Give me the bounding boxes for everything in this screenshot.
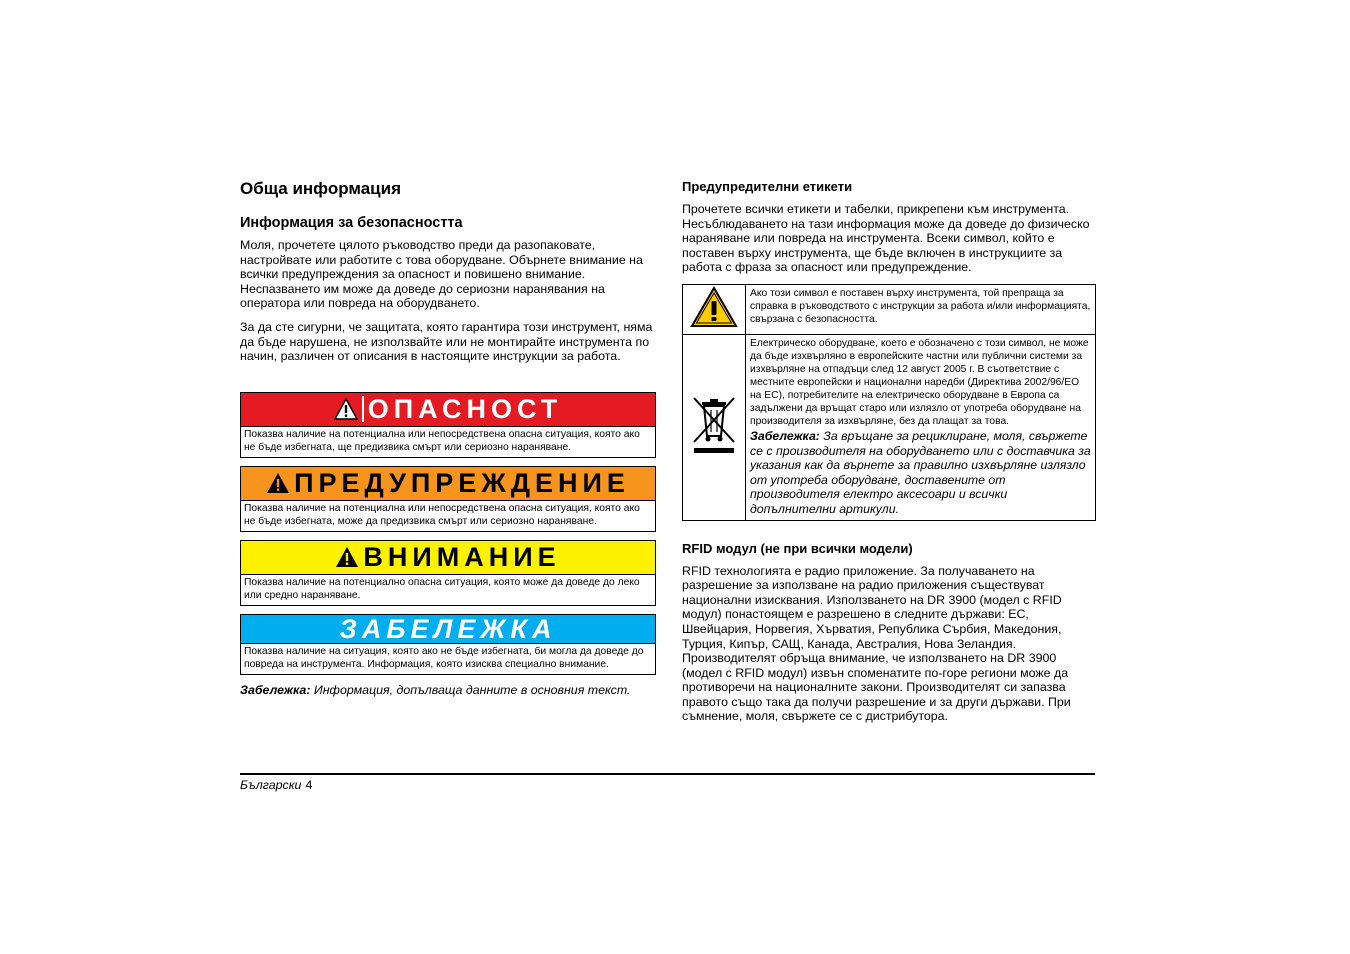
left-column (240, 178, 656, 698)
caution-label: ВНИМАНИЕ (363, 541, 561, 572)
symbol-description: Ако този символ е поставен върху инструмента, той препраща за справка в ръководството с инструкции за работа и/или информацията, свързана с безопасността. (746, 284, 1096, 334)
note-text: Информация, допълваща данните в основния текст. (310, 682, 631, 697)
symbol-description (746, 334, 1096, 520)
warning-triangle-icon (690, 315, 738, 332)
symbols-table (682, 284, 1096, 521)
danger-box (240, 392, 656, 458)
weee-note-text: За връщане за рециклиране, моля, свържете се с производителя на оборудването или с доставчика за указания как да върнете за правилно изхвърляне излязло от употреба оборудване, доставените от производителя електро аксесоари и всички допълнителни артикули. (750, 428, 1091, 516)
weee-note-label: Забележка: (750, 428, 820, 443)
warning-triangle-icon (334, 398, 358, 420)
page-title: Обща информация (240, 179, 401, 198)
right-column (682, 178, 1096, 733)
notice-header: ЗАБЕЛЕЖКА (241, 615, 655, 644)
warning-text: Показва наличие на потенциална или непосредствена опасна ситуация, която ако не бъде избегната, може да предизвика смърт или сериозно нараняване. (244, 502, 640, 527)
danger-text: Показва наличие на потенциална или непосредствена опасна ситуация, която ако не бъде избегната, ще предизвика смърт или сериозно нараняване. (244, 428, 640, 453)
symbol-cell (683, 334, 746, 520)
page-number: 4 (305, 778, 313, 792)
weee-note (750, 429, 1091, 517)
weee-text: Електрическо оборудване, което е обозначено с този символ, не може да бъде изхвърляно в европейските частни или публични системи за изхвърляне на отпадъци след 12 август 2005 г. В съответствие с местните европейски и национални наредби (Директива 2002/96/ЕО на ЕС), потребителите на електрическо оборудване в Европа са задължени да връщат старо или излязло от употреба оборудване на производителя за изхвърляне, без да плащат за това. (750, 337, 1089, 427)
caution-header (241, 541, 655, 575)
warning-label: ПРЕДУПРЕЖДЕНИЕ (294, 467, 630, 498)
warning-triangle-icon (335, 546, 359, 568)
danger-header (241, 393, 655, 427)
labels-paragraph: Прочетете всички етикети и табелки, прикрепени към инструмента. Несъблюдаването на тази информация може да доведе до физическо нараняване или повреда на инструмента. Всеки символ, който е поставен върху инструмента, ще бъде включен в инструкциите за работа с фраза за опасност или предупреждение. (682, 202, 1090, 275)
rfid-heading: RFID модул (не при всички модели) (682, 540, 913, 556)
footer (240, 778, 312, 792)
safety-heading: Информация за безопасността (240, 215, 463, 231)
crossed-bin-icon (690, 443, 738, 460)
table-row (683, 334, 1096, 520)
note-label: Забележка: (240, 682, 311, 697)
warning-header (241, 467, 655, 501)
notice-text: Показва наличие на ситуация, която ако не бъде избегната, би могла да доведе до повреда на инструмента. Информация, която изисква специално внимание. (244, 645, 644, 670)
safety-paragraph-2: За да сте сигурни, че защитата, която гарантира този инструмент, няма да бъде нарушена, не използвайте или не монтирайте инструмента по начин, различен от описания в настоящите инструкции за работа. (240, 319, 653, 364)
caution-box (240, 540, 656, 606)
safety-paragraph-1: Моля, прочетете цялото ръководство преди да разопаковате, настройвате или работите с това оборудване. Обърнете внимание на всички предупреждения за опасност и повишено внимание. Неспазването им може да доведе до сериозни наранявания на оператора или повреда на оборудването. (240, 238, 643, 311)
rfid-paragraph: RFID технологията е радио приложение. За получаването на разрешение за използване на радио приложения съществуват национални изисквания. Използването на DR 3900 (модел с RFID модул) понастоящем е разрешено в следните държави: ЕС, Швейцария, Норвегия, Хърватия, Република Сърбия, Македония, Турция, Кипър, САЩ, Канада, Австралия, Нова Зеландия. Производителят обръща внимание, че използването на DR 3900 (модел с RFID модул) извън споменатите по-горе региони може да противоречи на националните закони. Производителят си запазва правото също така да получи разрешение и за други държави. При съмнение, моля, свържете се с дистрибутора. (682, 563, 1071, 724)
table-row (683, 284, 1096, 334)
note-line (240, 683, 656, 698)
footer-language: Български (240, 778, 302, 792)
header-divider (362, 396, 364, 422)
symbol-cell (683, 284, 746, 334)
notice-box (240, 614, 656, 675)
footer-rule (240, 773, 1095, 775)
warning-triangle-icon (266, 472, 290, 494)
danger-label: ОПАСНОСТ (367, 393, 563, 424)
warning-box (240, 466, 656, 532)
labels-heading: Предупредителни етикети (682, 179, 853, 194)
caution-text: Показва наличие на потенциално опасна ситуация, която може да доведе до леко или средно нараняване. (244, 576, 640, 601)
